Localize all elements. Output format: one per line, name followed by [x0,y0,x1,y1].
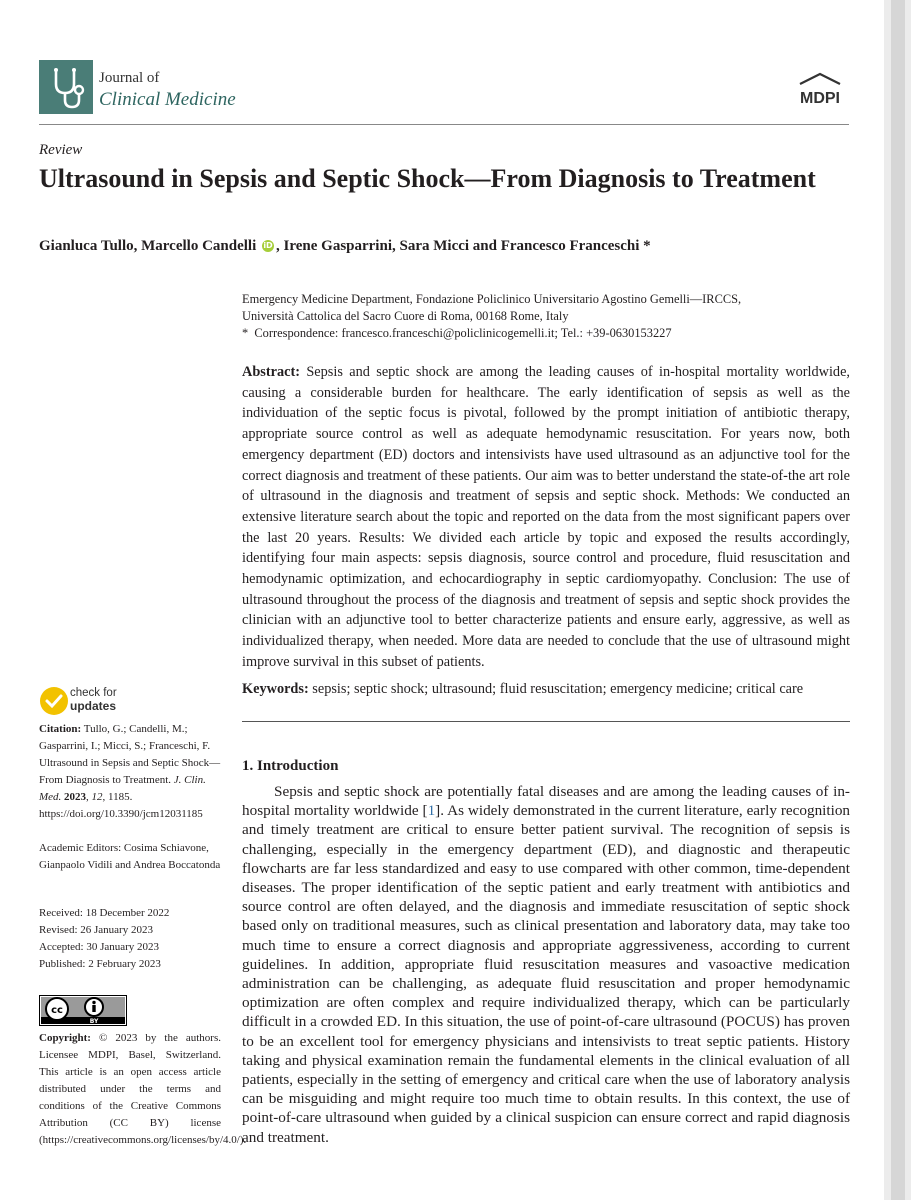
abstract-text: Sepsis and septic shock are among the leading causes of in-hospital mortality worldwide, causing a considerable burden for healthcare. The early identification of sepsis as well as the individuation of the septic focus is pivotal, followed by the prompt initiation of antibiotic therapy, appropriate source control as well as adequate hemodynamic resuscitation. For years now, both emergency department (ED) doctors and intensivists have used ultrasound as an adjunctive tool for the correct diagnosis and treatment of these patients. Our aim was to better understand the state-of-the art role of ultrasound in the diagnosis and treatment of sepsis and septic shock. Methods: We conducted an extensive literature search about the topic and reported on the data from the most significant papers over the last 20 years. Results: We divided each article by topic and exposed the results accordingly, identifying four main aspects: sepsis diagnosis, source control and procedure, fluid resuscitation and hemodynamic optimization, and echocardiography in septic cardiomyopathy. Conclusion: The use of ultrasound throughout the process of the diagnosis and treatment of sepsis and septic shock provides the clinician with an adjunctive tool to better characterize patients and ensure early, aggressive, as well as individualized therapy, when needed. More data are needed to conclude that the use of ultrasound might improve survival in this subset of patients. [242,364,851,670]
authors-part2: , Irene Gasparrini, Sara Micci and Francesco Franceschi * [276,238,651,254]
introduction-paragraph [242,782,850,1147]
reference-link[interactable]: 1 [427,802,436,820]
intro-text-part2: ]. As widely demonstrated in the current literature, early recognition and timely treatment are critical to ensure better patient survival. The recognition of sepsis is challenging, especially in the emergency department (ED), and diagnostic and therapeutic flowcharts are far less standardized and easy to use compared with other common, time-dependent diseases. The proper identification of the septic patient and early treatment with antibiotics and source control are often delayed, and the diagnosis and immediate resuscitation of septic shock based only on traditional measures, such as clinical presentation and laboratory data, may take too much time to ensure a correct diagnosis and appropriate aggressiveness, according to current guidelines. In addition, appropriate fluid resuscitation measures and vasoactive medication administration can be challenging, as adequate fluid resuscitation and proper hemodynamic optimization are often complex and require individualized therapy, which can be particularly difficult in a crowded ED. In this situation, the use of point-of-care ultrasound (POCUS) has proven to be an excellent tool for emergency physicians and intensivists to treat septic patients. History taking and physical examination remain the fundamental elements in the clinical evaluation of all patients, especially in the setting of emergency and critical care when the use of laboratory analysis can be misguiding and might require too much time to obtain results. In this context, the use of point-of-care ultrasound when guided by a clinical suspicion can ensure correct and rapid diagnosis and treatment. [242,802,851,1146]
journal-name-line2: Clinical Medicine [99,89,236,110]
check-icon [39,686,69,716]
abstract-label: Abstract: [242,364,300,380]
scrollbar-thumb[interactable] [891,0,905,1200]
header-divider [39,124,849,125]
intro-text-part1: Sepsis and septic shock are potentially fatal diseases and are among the leading causes of in-hospital mortality worldwide [ [242,783,850,820]
authors-part1: Gianluca Tullo, Marcello Candelli [39,238,257,254]
revised-date: Revised: 26 January 2023 [39,924,153,936]
cc-badge-label: BY [89,1018,99,1025]
check-text-line1: check for [70,687,117,699]
copyright-notice [39,1030,247,1149]
keywords-text: sepsis; septic shock; ultrasound; fluid resuscitation; emergency medicine; critical care [312,681,804,697]
check-for-updates-badge[interactable] [39,686,159,716]
citation-label: Citation: [39,723,82,735]
publisher-name: MDPI [800,90,840,107]
correspondence-mark: * [242,326,249,340]
published-date: Published: 2 February 2023 [39,958,161,970]
article-title: Ultrasound in Sepsis and Septic Shock—From Diagnosis to Treatment [39,164,816,193]
keywords-label: Keywords: [242,681,309,697]
citation-doi[interactable]: , 1185. https://doi.org/10.3390/jcm12031185 [39,791,203,820]
affiliations [242,291,741,342]
affiliation-line2: Università Cattolica del Sacro Cuore di Roma, 00168 Rome, Italy [242,309,569,323]
author-list [39,238,651,255]
affiliation-line1: Emergency Medicine Department, Fondazione Policlinico Universitario Agostino Gemelli—IRCCS, [242,292,742,306]
citation-volume: 12 [91,791,103,803]
citation: Citation: Tullo, G.; Candelli, M.; Gasparrini, I.; Micci, S.; Franceschi, F. Ultrasound in Sepsis and Septic Shock—From Diagnosis to Treatment. J. Clin. Med. 2023, 12, 1185. https://doi.org/10.3390/jcm12031185 [39,723,221,820]
svg-text:cc: cc [51,1005,63,1016]
abstract [242,362,850,673]
copyright-label: Copyright: [39,1032,91,1044]
copyright-text: © 2023 by the authors. Licensee MDPI, Basel, Switzerland. This article is an open access article distributed under the terms and conditions of the Creative Commons Attribution (CC BY) license (https://creativecommons.org/licenses/by/4.0/). [39,1032,247,1146]
accepted-date: Accepted: 30 January 2023 [39,941,160,953]
stethoscope-icon [39,60,93,114]
citation-journal: J. Clin. Med. [39,774,206,803]
journal-name-line1: Journal of [99,70,160,86]
correspondence [242,325,741,342]
orcid-icon[interactable]: iD [263,241,273,250]
received-date: Received: 18 December 2022 [39,907,170,919]
citation-year: 2023 [64,791,87,803]
section-divider [242,721,850,722]
mdpi-logo [790,72,850,110]
academic-editors: Academic Editors: Cosima Schiavone, Gianpaolo Vidili and Andrea Boccatonda [39,842,221,871]
check-text-line2: updates [70,699,117,713]
correspondence-text: Correspondence: francesco.franceschi@policlinicogemelli.it; Tel.: +39-0630153227 [254,326,672,340]
keywords [242,681,850,698]
cc-license-icon[interactable] [39,995,127,1026]
journal-name [99,68,236,110]
scrollbar[interactable] [884,0,911,1200]
section-heading-introduction: 1. Introduction [242,758,339,774]
dates [39,905,221,973]
citation-text: Tullo, G.; Candelli, M.; Gasparrini, I.; Micci, S.; Franceschi, F. Ultrasound in Sepsis and Septic Shock—From Diagnosis to Treatment. [39,723,221,786]
article-type: Review [39,142,83,158]
